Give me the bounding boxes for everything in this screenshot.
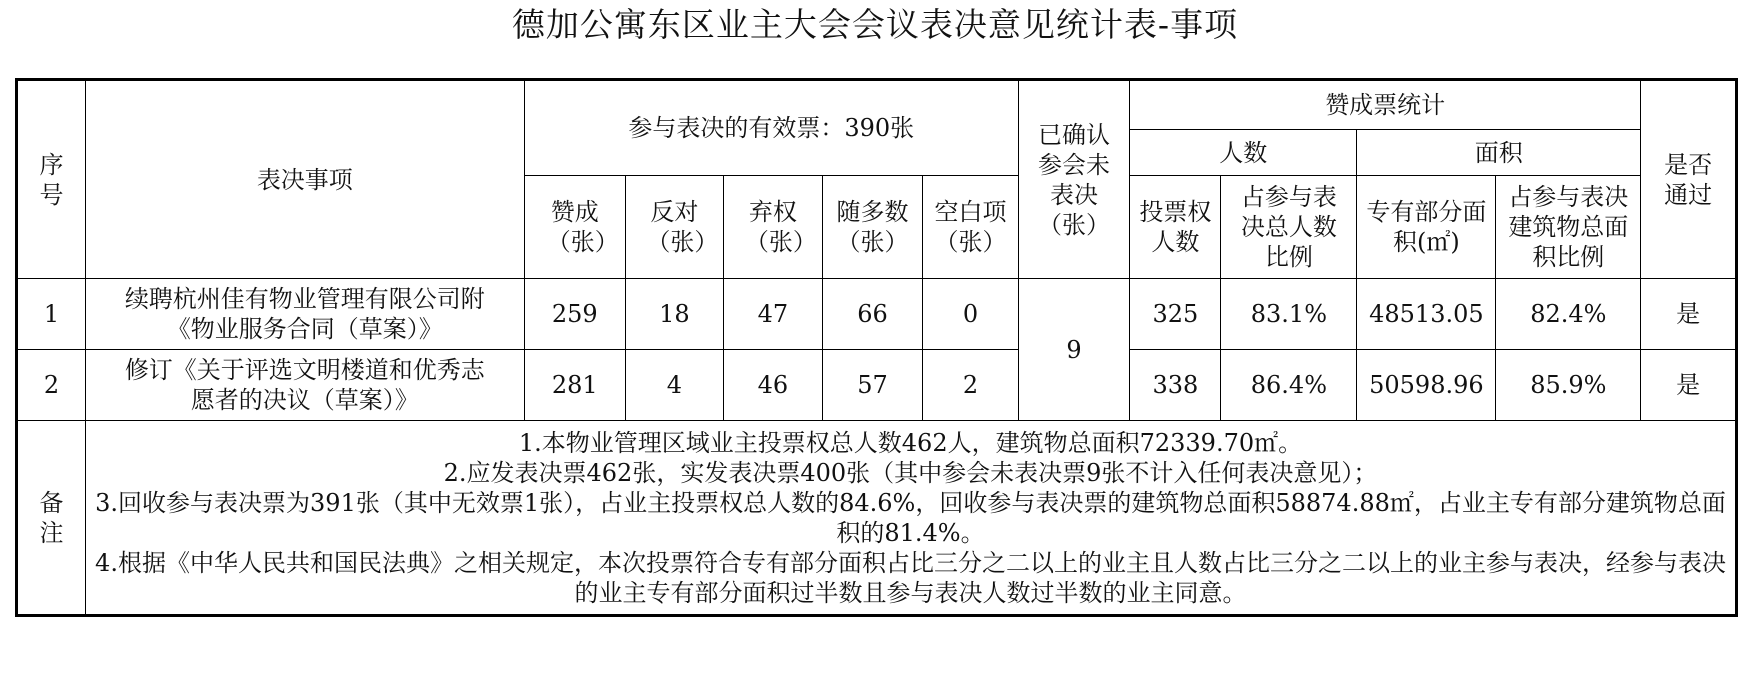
notes-content [86,421,1737,616]
col-oppose: 反对（张） [625,176,723,279]
col-exclusive-area: 专有部分面积(㎡) [1357,176,1496,279]
col-blank: 空白项（张） [923,176,1019,279]
header-seq: 序号 [17,80,86,279]
table-row [17,350,1737,421]
row-exclusive-area: 50598.96 [1357,350,1496,421]
header-approval-stats: 赞成票统计 [1130,80,1641,130]
row-area-ratio: 82.4% [1496,279,1641,350]
row-agree: 281 [524,350,625,421]
row-agree: 259 [524,279,625,350]
row-item: 修订《关于评选文明楼道和优秀志愿者的决议（草案）》 [86,350,525,421]
col-abstain: 弃权（张） [723,176,822,279]
col-follow-majority: 随多数（张） [822,176,922,279]
header-passed: 是否通过 [1641,80,1737,279]
header-unvoted: 已确认参会未表决（张） [1018,80,1129,279]
row-passed: 是 [1641,350,1737,421]
header-area: 面积 [1357,130,1641,176]
row-blank: 0 [923,279,1019,350]
row-seq: 1 [17,279,86,350]
header-valid-votes: 参与表决的有效票：390张 [524,80,1018,176]
row-voter-count: 338 [1130,350,1221,421]
row-follow-majority: 57 [822,350,922,421]
page-title: 德加公寓东区业主大会会议表决意见统计表-事项 [511,5,1239,44]
row-item: 续聘杭州佳有物业管理有限公司附《物业服务合同（草案）》 [86,279,525,350]
header-item: 表决事项 [86,80,525,279]
row-exclusive-area: 48513.05 [1357,279,1496,350]
row-blank: 2 [923,350,1019,421]
row-abstain: 46 [723,350,822,421]
col-agree: 赞成（张） [524,176,625,279]
note-line: 4.根据《中华人民共和国民法典》之相关规定，本次投票符合专有部分面积占比三分之二以上的业主且人数占比三分之二以上的业主参与表决，经参与表决的业主专有部分面积过半数且参与表决人数过半数的业主同意。 [95,548,1726,607]
header-people: 人数 [1130,130,1357,176]
row-area-ratio: 85.9% [1496,350,1641,421]
vote-statistics-table [15,78,1738,617]
col-area-ratio: 占参与表决建筑物总面积比例 [1496,176,1641,279]
row-people-ratio: 83.1% [1221,279,1357,350]
row-abstain: 47 [723,279,822,350]
note-line: 3.回收参与表决票为391张（其中无效票1张），占业主投票权总人数的84.6%，回收参与表决票的建筑物总面积58874.88㎡，占业主专有部分建筑物总面积的81.4%。 [95,488,1726,547]
table-row [17,279,1737,350]
notes-label: 备注 [17,421,86,616]
row-seq: 2 [17,350,86,421]
note-line: 1.本物业管理区域业主投票权总人数462人，建筑物总面积72339.70㎡。 [518,428,1303,457]
row-oppose: 4 [625,350,723,421]
row-oppose: 18 [625,279,723,350]
row-voter-count: 325 [1130,279,1221,350]
row-passed: 是 [1641,279,1737,350]
col-voter-count: 投票权人数 [1130,176,1221,279]
note-line: 2.应发表决票462张，实发表决票400张（其中参会未表决票9张不计入任何表决意见）； [443,458,1378,487]
row-follow-majority: 66 [822,279,922,350]
row-people-ratio: 86.4% [1221,350,1357,421]
unvoted-count: 9 [1018,279,1129,421]
col-people-ratio: 占参与表决总人数比例 [1221,176,1357,279]
